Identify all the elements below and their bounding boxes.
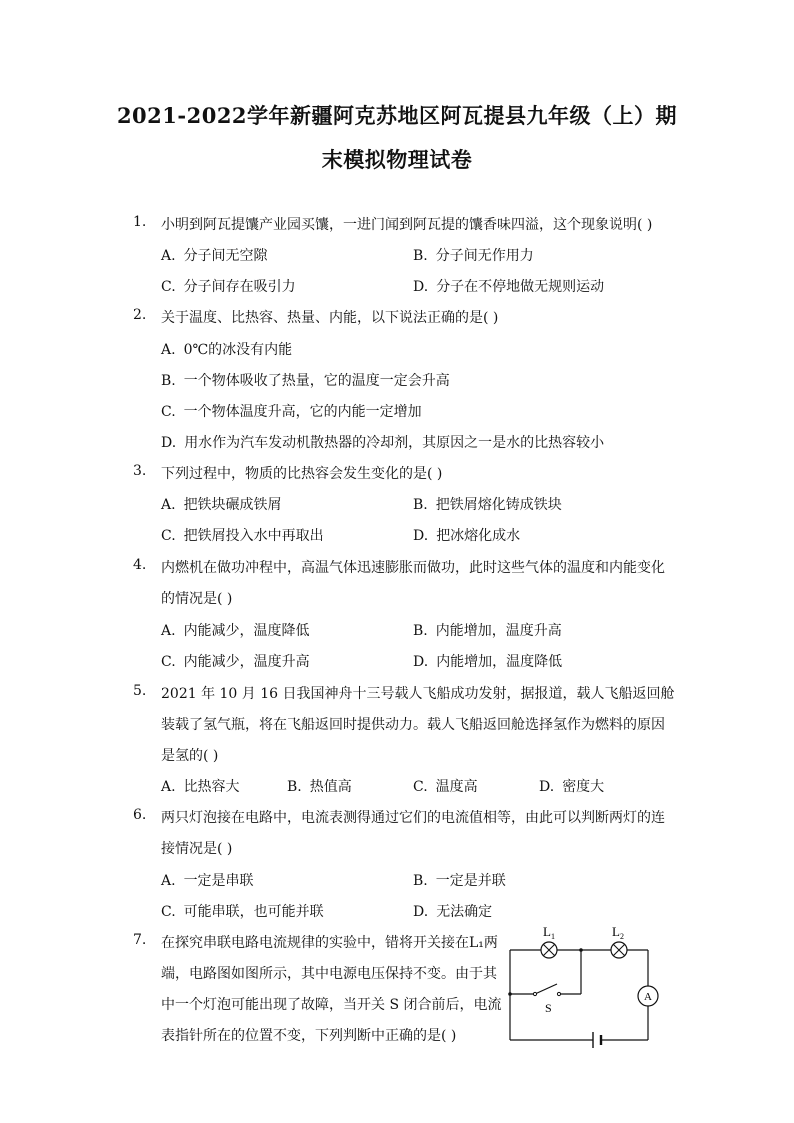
option-a[interactable]: A. 分子间无空隙 (161, 248, 268, 264)
option-b[interactable]: B. 内能增加，温度升高 (413, 623, 562, 639)
question-stem-line-1: 内燃机在做功冲程中，高温气体迅速膨胀而做功，此时这些气体的温度和内能变化 (161, 560, 665, 576)
question-stem-line-2: 端，电路图如图所示，其中电源电压保持不变。由于其 (161, 966, 497, 982)
question-number: 1. (133, 214, 147, 230)
option-d[interactable]: D. 密度大 (539, 779, 605, 795)
question-number: 3. (133, 463, 147, 479)
option-c[interactable]: C. 可能串联，也可能并联 (161, 904, 324, 920)
option-a[interactable]: A. 一定是串联 (161, 873, 254, 889)
switch-label: S (545, 1001, 552, 1015)
question-stem-line-1: 两只灯泡接在电路中，电流表测得通过它们的电流值相等，由此可以判断两灯的连 (161, 810, 665, 826)
option-d[interactable]: D. 分子在不停地做无规则运动 (413, 279, 605, 295)
option-a[interactable]: A. 比热容大 (161, 779, 240, 795)
option-c[interactable]: C. 把铁屑投入水中再取出 (161, 528, 324, 544)
option-b[interactable]: B. 把铁屑熔化铸成铁块 (413, 497, 562, 513)
option-b[interactable]: B. 一定是并联 (413, 873, 506, 889)
option-d[interactable]: D. 内能增加，温度降低 (413, 654, 563, 670)
page-title-line-1: 2021-2022学年新疆阿克苏地区阿瓦提县九年级（上）期 (116, 103, 678, 128)
lamp-l1-icon (541, 942, 557, 958)
switch-contact (557, 992, 560, 995)
question-number: 5. (133, 683, 147, 699)
question-stem: 小明到阿瓦提馕产业园买馕，一进门闻到阿瓦提的馕香味四溢，这个现象说明( ) (161, 217, 653, 233)
option-d[interactable]: D. 把冰熔化成水 (413, 528, 521, 544)
option-c[interactable]: C. 分子间存在吸引力 (161, 279, 296, 295)
option-c[interactable]: C. 内能减少，温度升高 (161, 654, 310, 670)
question-stem-line-1: 在探究串联电路电流规律的实验中，错将开关接在L₁两 (161, 935, 498, 951)
circuit-diagram (505, 922, 665, 1057)
option-c[interactable]: C. 一个物体温度升高，它的内能一定增加 (161, 404, 422, 420)
option-a[interactable]: A. 0℃的冰没有内能 (161, 342, 293, 358)
option-d[interactable]: D. 用水作为汽车发动机散热器的冷却剂，其原因之一是水的比热容较小 (161, 435, 605, 451)
question-stem: 下列过程中，物质的比热容会发生变化的是( ) (161, 466, 443, 482)
lamp-l2-icon (611, 942, 627, 958)
question-stem-line-3: 中一个灯泡可能出现了故障，当开关 S 闭合前后，电流 (161, 997, 502, 1013)
question-stem-line-2: 的情况是( ) (161, 591, 233, 607)
option-b[interactable]: B. 一个物体吸收了热量，它的温度一定会升高 (161, 373, 450, 389)
option-b[interactable]: B. 热值高 (287, 779, 352, 795)
question-stem: 关于温度、比热容、热量、内能，以下说法正确的是( ) (161, 310, 499, 326)
ammeter-label: A (644, 991, 652, 1003)
question-number: 2. (133, 307, 147, 323)
lamp-l1-label: $L_1$ (543, 924, 555, 941)
question-stem-line-4: 表指针所在的位置不变，下列判断中正确的是( ) (161, 1028, 457, 1044)
option-a[interactable]: A. 把铁块碾成铁屑 (161, 497, 282, 513)
lamp-l2-label: $L_2$ (612, 924, 624, 941)
question-stem-line-1: 2021 年 10 月 16 日我国神舟十三号载人飞船成功发射，据报道，载人飞船返回舱 (161, 686, 675, 702)
junction-dot (579, 948, 583, 952)
question-stem-line-2: 接情况是( ) (161, 841, 233, 857)
page-title-line-2: 末模拟物理试卷 (321, 147, 473, 172)
question-stem-line-3: 是氢的( ) (161, 748, 219, 764)
question-number: 4. (133, 557, 147, 573)
ammeter-icon (638, 986, 658, 1006)
question-number: 6. (133, 807, 147, 823)
option-c[interactable]: C. 温度高 (413, 779, 478, 795)
option-d[interactable]: D. 无法确定 (413, 904, 493, 920)
option-a[interactable]: A. 内能减少，温度降低 (161, 623, 310, 639)
question-number: 7. (133, 932, 147, 948)
junction-dot (508, 992, 512, 996)
switch-contact (533, 992, 536, 995)
option-b[interactable]: B. 分子间无作用力 (413, 248, 534, 264)
question-stem-line-2: 装载了氢气瓶，将在飞船返回时提供动力。载人飞船返回舱选择氢作为燃料的原因 (161, 717, 665, 733)
